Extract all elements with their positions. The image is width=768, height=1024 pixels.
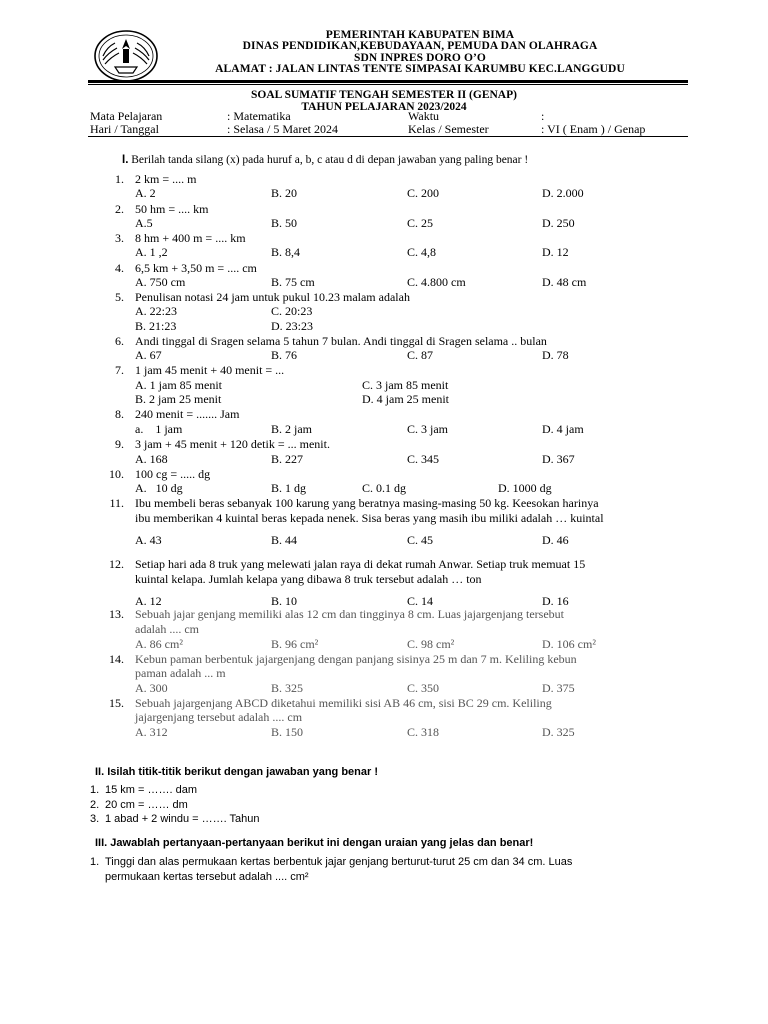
day-date-label: Hari / Tanggal <box>90 122 159 136</box>
option-b: B. 10 <box>271 594 298 608</box>
class-semester-label: Kelas / Semester <box>408 122 489 136</box>
option-b: B. 76 <box>271 348 298 362</box>
question-number: 3. <box>115 231 124 245</box>
letterhead-government: PEMERINTAH KABUPATEN BIMA <box>325 29 515 41</box>
question-number: 9. <box>115 437 124 451</box>
option-c: C. 45 <box>407 533 434 547</box>
option-c: C. 14 <box>407 594 434 608</box>
option-b: B. 2 jam 25 menit <box>135 392 222 406</box>
question-number: 15. <box>109 696 124 710</box>
option-d: D. 367 <box>542 452 575 466</box>
question-text: 3 jam + 45 menit + 120 detik = ... menit. <box>135 437 330 451</box>
option-b: B. 75 cm <box>271 275 315 289</box>
option-b: B. 2 jam <box>271 422 312 436</box>
option-a: A. 168 <box>135 452 168 466</box>
option-a: A. 22:23 <box>135 304 177 318</box>
option-d: D. 78 <box>542 348 569 362</box>
fill-item-number: 2. <box>90 799 100 811</box>
option-b: B. 1 dg <box>271 481 307 495</box>
question-text-line2: kuintal kelapa. Jumlah kelapa yang dibawa 8 truk tersebut adalah … ton <box>135 572 482 586</box>
option-d: D. 16 <box>542 594 569 608</box>
option-c: C. 4,8 <box>407 245 437 259</box>
question-text-line1: Setiap hari ada 8 truk yang melewati jalan raya di dekat rumah Anwar. Setiap truk memuat 15 <box>135 557 586 571</box>
option-a: A. 300 <box>135 681 168 695</box>
option-a: A. 2 <box>135 186 156 200</box>
section-2-roman: II. <box>95 766 105 778</box>
option-d: D. 2.000 <box>542 186 584 200</box>
class-semester-value: : VI ( Enam ) / Genap <box>541 122 646 136</box>
question-text-line1: Sebuah jajargenjang ABCD diketahui memiliki sisi AB 46 cm, sisi BC 29 cm. Keliling <box>135 696 552 710</box>
option-c: C. 0.1 dg <box>362 481 407 495</box>
option-b: B. 50 <box>271 216 298 230</box>
question-number: 5. <box>115 290 124 304</box>
subject-label: Mata Pelajaran <box>90 109 163 123</box>
exam-year: TAHUN PELAJARAN 2023/2024 <box>301 101 467 113</box>
option-b: B. 96 cm² <box>271 637 319 651</box>
exam-title: SOAL SUMATIF TENGAH SEMESTER II (GENAP) <box>251 89 517 101</box>
option-b: B. 150 <box>271 725 304 739</box>
day-date-value: : Selasa / 5 Maret 2024 <box>227 122 338 136</box>
option-c: C. 87 <box>407 348 434 362</box>
section-1-instruction: Berilah tanda silang (x) pada huruf a, b, c atau d di depan jawaban yang paling benar ! <box>131 154 529 166</box>
section-3-instruction: Jawablah pertanyaan-pertanyaan berikut ini dengan uraian yang jelas dan benar! <box>110 837 534 849</box>
question-text-line2: ibu memberikan 4 kuintal beras kepada nenek. Sisa beras yang masih ibu miliki adalah … kuintal <box>135 511 604 525</box>
option-a: A. 43 <box>135 533 162 547</box>
question-number: 10. <box>109 467 124 481</box>
question-text: 8 hm + 400 m = .... km <box>135 231 246 245</box>
option-d: D. 12 <box>542 245 569 259</box>
essay-item-text-line1: Tinggi dan alas permukaan kertas berbentuk jajar genjang berturut-turut 25 cm dan 34 cm. Luas <box>105 856 573 868</box>
option-d: D. 106 cm² <box>542 637 596 651</box>
option-d: D. 46 <box>542 533 569 547</box>
question-text: Andi tinggal di Sragen selama 5 tahun 7 bulan. Andi tinggal di Sragen selama .. bulan <box>135 334 547 348</box>
time-label: Waktu <box>408 109 440 123</box>
question-text-line1: Sebuah jajar genjang memiliki alas 12 cm dan tingginya 8 cm. Luas jajargenjang tersebut <box>135 607 564 621</box>
question-text-line1: Kebun paman berbentuk jajargenjang dengan panjang sisinya 25 m dan 7 m. Keliling kebun <box>135 652 577 666</box>
section-1-roman: I. <box>122 154 129 166</box>
tut-wuri-handayani-logo-icon <box>93 29 159 83</box>
option-d: D. 375 <box>542 681 575 695</box>
question-text-line2: adalah .... cm <box>135 622 199 636</box>
option-c: C. 3 jam <box>407 422 448 436</box>
option-a: a. 1 jam <box>135 422 183 436</box>
option-c: C. 4.800 cm <box>407 275 466 289</box>
option-c: C. 318 <box>407 725 440 739</box>
letterhead-rule-thick <box>88 80 688 83</box>
essay-item-text-line2: permukaan kertas tersebut adalah .... cm² <box>105 871 309 883</box>
option-b: B. 325 <box>271 681 304 695</box>
time-value: : <box>541 109 545 123</box>
question-text-line1: Ibu membeli beras sebanyak 100 karung yang beratnya masing-masing 50 kg. Keesokan harinya <box>135 496 599 510</box>
option-c: C. 25 <box>407 216 434 230</box>
letterhead <box>0 0 768 88</box>
option-a: A. 86 cm² <box>135 637 183 651</box>
question-text-line2: jajargenjang tersebut adalah .... cm <box>135 710 303 724</box>
question-text: Penulisan notasi 24 jam untuk pukul 10.23 malam adalah <box>135 290 410 304</box>
option-c: C. 3 jam 85 menit <box>362 378 449 392</box>
option-b: B. 21:23 <box>135 319 177 333</box>
essay-item-number: 1. <box>90 856 100 868</box>
fill-item-number: 1. <box>90 784 100 796</box>
option-c: C. 200 <box>407 186 440 200</box>
option-a: A.5 <box>135 216 153 230</box>
letterhead-department: DINAS PENDIDIKAN,KEBUDAYAAN, PEMUDA DAN OLAHRAGA <box>242 40 598 52</box>
question-number: 8. <box>115 407 124 421</box>
option-a: A. 67 <box>135 348 162 362</box>
letterhead-address: ALAMAT : JALAN LINTAS TENTE SIMPASAI KARUMBU KEC.LANGGUDU <box>215 63 625 75</box>
question-text: 50 hm = .... km <box>135 202 209 216</box>
option-b: B. 227 <box>271 452 304 466</box>
question-text: 2 km = .... m <box>135 172 197 186</box>
question-number: 2. <box>115 202 124 216</box>
subject-value: : Matematika <box>227 109 291 123</box>
question-number: 14. <box>109 652 124 666</box>
question-text: 1 jam 45 menit + 40 menit = ... <box>135 363 285 377</box>
question-text-line2: paman adalah ... m <box>135 666 226 680</box>
fill-item-text: 20 cm = …… dm <box>105 799 188 811</box>
question-number: 11. <box>109 496 124 510</box>
question-number: 1. <box>115 172 124 186</box>
question-number: 7. <box>115 363 124 377</box>
option-c: C. 345 <box>407 452 440 466</box>
letterhead-rule-thin <box>88 84 688 85</box>
section-1-heading <box>122 154 528 167</box>
option-b: B. 20 <box>271 186 298 200</box>
option-a: A. 750 cm <box>135 275 186 289</box>
option-b: B. 8,4 <box>271 245 301 259</box>
option-a: A. 312 <box>135 725 168 739</box>
info-rule <box>88 136 688 137</box>
section-2-heading <box>95 766 378 779</box>
option-d: D. 325 <box>542 725 575 739</box>
option-c: C. 20:23 <box>271 304 313 318</box>
option-a: A. 10 dg <box>135 481 183 495</box>
section-3-roman: III. <box>95 837 108 849</box>
option-c: C. 350 <box>407 681 440 695</box>
question-text: 240 menit = ....... Jam <box>135 407 240 421</box>
option-b: B. 44 <box>271 533 298 547</box>
option-d: D. 48 cm <box>542 275 587 289</box>
option-a: A. 1 jam 85 menit <box>135 378 222 392</box>
option-c: C. 98 cm² <box>407 637 455 651</box>
question-number: 6. <box>115 334 124 348</box>
option-d: D. 4 jam <box>542 422 584 436</box>
fill-item-text: 1 abad + 2 windu = ……. Tahun <box>105 813 260 825</box>
question-text: 100 cg = ..... dg <box>135 467 211 481</box>
option-a: A. 12 <box>135 594 162 608</box>
question-text: 6,5 km + 3,50 m = .... cm <box>135 261 257 275</box>
option-a: A. 1 ,2 <box>135 245 168 259</box>
section-3-heading <box>95 837 533 850</box>
question-number: 4. <box>115 261 124 275</box>
section-2-instruction: Isilah titik-titik berikut dengan jawaban yang benar ! <box>107 766 379 778</box>
question-number: 12. <box>109 557 124 571</box>
option-d: D. 23:23 <box>271 319 313 333</box>
fill-item-number: 3. <box>90 813 100 825</box>
option-d: D. 250 <box>542 216 575 230</box>
fill-item-text: 15 km = ……. dam <box>105 784 198 796</box>
option-d: D. 4 jam 25 menit <box>362 392 449 406</box>
question-number: 13. <box>109 607 124 621</box>
letterhead-school: SDN INPRES DORO O’O <box>354 52 486 64</box>
option-d: D. 1000 dg <box>498 481 552 495</box>
